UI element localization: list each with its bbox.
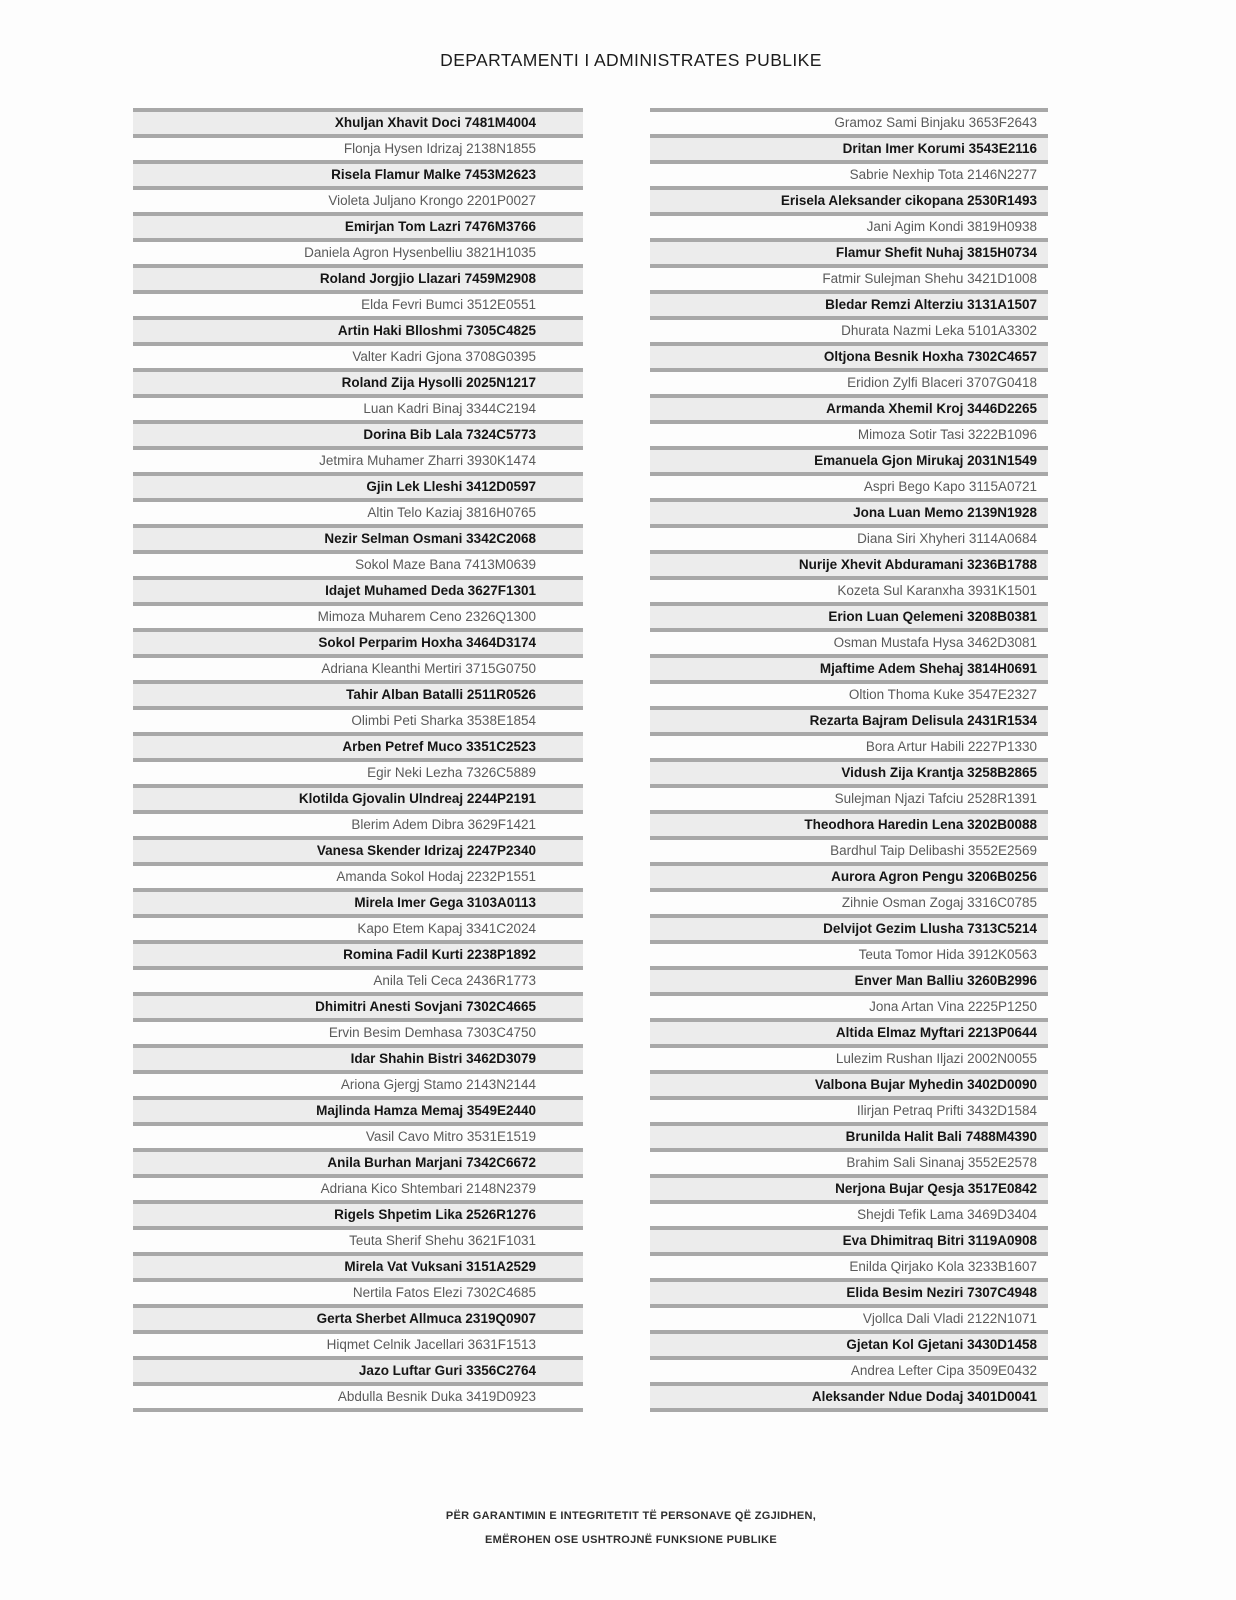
list-item: Nezir Selman Osmani 3342C2068 xyxy=(133,528,583,554)
list-item: Anila Teli Ceca 2436R1773 xyxy=(133,970,583,996)
list-item: Ilirjan Petraq Prifti 3432D1584 xyxy=(650,1100,1048,1126)
list-item: Armanda Xhemil Kroj 3446D2265 xyxy=(650,398,1048,424)
list-item: Eva Dhimitraq Bitri 3119A0908 xyxy=(650,1230,1048,1256)
list-item: Gjin Lek Lleshi 3412D0597 xyxy=(133,476,583,502)
list-item: Jona Artan Vina 2225P1250 xyxy=(650,996,1048,1022)
list-item: Teuta Sherif Shehu 3621F1031 xyxy=(133,1230,583,1256)
list-item: Delvijot Gezim Llusha 7313C5214 xyxy=(650,918,1048,944)
list-item: Jazo Luftar Guri 3356C2764 xyxy=(133,1360,583,1386)
page-footer xyxy=(0,1504,1236,1552)
list-item: Arben Petref Muco 3351C2523 xyxy=(133,736,583,762)
list-item: Adriana Kico Shtembari 2148N2379 xyxy=(133,1178,583,1204)
list-item: Flonja Hysen Idrizaj 2138N1855 xyxy=(133,138,583,164)
list-item: Mirela Imer Gega 3103A0113 xyxy=(133,892,583,918)
list-item: Romina Fadil Kurti 2238P1892 xyxy=(133,944,583,970)
list-item: Anila Burhan Marjani 7342C6672 xyxy=(133,1152,583,1178)
list-item: Fatmir Sulejman Shehu 3421D1008 xyxy=(650,268,1048,294)
list-item: Mimoza Muharem Ceno 2326Q1300 xyxy=(133,606,583,632)
list-item: Aspri Bego Kapo 3115A0721 xyxy=(650,476,1048,502)
list-item: Shejdi Tefik Lama 3469D3404 xyxy=(650,1204,1048,1230)
list-item: Enilda Qirjako Kola 3233B1607 xyxy=(650,1256,1048,1282)
list-item: Altida Elmaz Myftari 2213P0644 xyxy=(650,1022,1048,1048)
footer-line-1: PËR GARANTIMIN E INTEGRITETIT TË PERSONAVE QË ZGJIDHEN, xyxy=(445,1510,817,1522)
list-item: Nertila Fatos Elezi 7302C4685 xyxy=(133,1282,583,1308)
list-item: Aleksander Ndue Dodaj 3401D0041 xyxy=(650,1386,1048,1412)
list-item: Jona Luan Memo 2139N1928 xyxy=(650,502,1048,528)
list-item: Violeta Juljano Krongo 2201P0027 xyxy=(133,190,583,216)
list-item: Sokol Maze Bana 7413M0639 xyxy=(133,554,583,580)
list-item: Hiqmet Celnik Jacellari 3631F1513 xyxy=(133,1334,583,1360)
footer-line-2: EMËROHEN OSE USHTROJNË FUNKSIONE PUBLIKE xyxy=(485,1534,777,1546)
list-item: Ervin Besim Demhasa 7303C4750 xyxy=(133,1022,583,1048)
list-item: Gjetan Kol Gjetani 3430D1458 xyxy=(650,1334,1048,1360)
list-item: Dorina Bib Lala 7324C5773 xyxy=(133,424,583,450)
list-item: Andrea Lefter Cipa 3509E0432 xyxy=(650,1360,1048,1386)
list-item: Idar Shahin Bistri 3462D3079 xyxy=(133,1048,583,1074)
list-item: Sulejman Njazi Tafciu 2528R1391 xyxy=(650,788,1048,814)
list-item: Zihnie Osman Zogaj 3316C0785 xyxy=(650,892,1048,918)
list-item: Bledar Remzi Alterziu 3131A1507 xyxy=(650,294,1048,320)
list-item: Dhimitri Anesti Sovjani 7302C4665 xyxy=(133,996,583,1022)
list-item: Adriana Kleanthi Mertiri 3715G0750 xyxy=(133,658,583,684)
list-item: Bardhul Taip Delibashi 3552E2569 xyxy=(650,840,1048,866)
list-item: Brunilda Halit Bali 7488M4390 xyxy=(650,1126,1048,1152)
list-item: Emanuela Gjon Mirukaj 2031N1549 xyxy=(650,450,1048,476)
page-title: DEPARTAMENTI I ADMINISTRATES PUBLIKE xyxy=(440,50,822,70)
list-item: Nurije Xhevit Abduramani 3236B1788 xyxy=(650,554,1048,580)
list-item: Xhuljan Xhavit Doci 7481M4004 xyxy=(133,112,583,138)
list-item: Altin Telo Kaziaj 3816H0765 xyxy=(133,502,583,528)
list-item: Valter Kadri Gjona 3708G0395 xyxy=(133,346,583,372)
list-item: Jetmira Muhamer Zharri 3930K1474 xyxy=(133,450,583,476)
list-item: Roland Zija Hysolli 2025N1217 xyxy=(133,372,583,398)
list-item: Lulezim Rushan Iljazi 2002N0055 xyxy=(650,1048,1048,1074)
list-item: Theodhora Haredin Lena 3202B0088 xyxy=(650,814,1048,840)
list-item: Vasil Cavo Mitro 3531E1519 xyxy=(133,1126,583,1152)
list-item: Vanesa Skender Idrizaj 2247P2340 xyxy=(133,840,583,866)
list-item: Abdulla Besnik Duka 3419D0923 xyxy=(133,1386,583,1412)
list-item: Klotilda Gjovalin Ulndreaj 2244P2191 xyxy=(133,788,583,814)
list-item: Sabrie Nexhip Tota 2146N2277 xyxy=(650,164,1048,190)
list-item: Daniela Agron Hysenbelliu 3821H1035 xyxy=(133,242,583,268)
list-item: Elida Besim Neziri 7307C4948 xyxy=(650,1282,1048,1308)
list-item: Rezarta Bajram Delisula 2431R1534 xyxy=(650,710,1048,736)
list-item: Erisela Aleksander cikopana 2530R1493 xyxy=(650,190,1048,216)
list-item: Olimbi Peti Sharka 3538E1854 xyxy=(133,710,583,736)
list-item: Tahir Alban Batalli 2511R0526 xyxy=(133,684,583,710)
list-item: Risela Flamur Malke 7453M2623 xyxy=(133,164,583,190)
list-item: Brahim Sali Sinanaj 3552E2578 xyxy=(650,1152,1048,1178)
list-item: Mirela Vat Vuksani 3151A2529 xyxy=(133,1256,583,1282)
list-item: Valbona Bujar Myhedin 3402D0090 xyxy=(650,1074,1048,1100)
list-item: Rigels Shpetim Lika 2526R1276 xyxy=(133,1204,583,1230)
name-list-right-column xyxy=(650,108,1048,1412)
name-list-left-column xyxy=(133,108,583,1412)
list-item: Sokol Perparim Hoxha 3464D3174 xyxy=(133,632,583,658)
list-item: Kapo Etem Kapaj 3341C2024 xyxy=(133,918,583,944)
list-item: Erion Luan Qelemeni 3208B0381 xyxy=(650,606,1048,632)
list-item: Aurora Agron Pengu 3206B0256 xyxy=(650,866,1048,892)
list-item: Bora Artur Habili 2227P1330 xyxy=(650,736,1048,762)
list-item: Gramoz Sami Binjaku 3653F2643 xyxy=(650,112,1048,138)
list-item: Roland Jorgjio Llazari 7459M2908 xyxy=(133,268,583,294)
list-item: Diana Siri Xhyheri 3114A0684 xyxy=(650,528,1048,554)
list-item: Oltion Thoma Kuke 3547E2327 xyxy=(650,684,1048,710)
list-item: Enver Man Balliu 3260B2996 xyxy=(650,970,1048,996)
list-item: Elda Fevri Bumci 3512E0551 xyxy=(133,294,583,320)
list-item: Vjollca Dali Vladi 2122N1071 xyxy=(650,1308,1048,1334)
list-item: Jani Agim Kondi 3819H0938 xyxy=(650,216,1048,242)
list-item: Majlinda Hamza Memaj 3549E2440 xyxy=(133,1100,583,1126)
list-item: Artin Haki Blloshmi 7305C4825 xyxy=(133,320,583,346)
list-item: Egir Neki Lezha 7326C5889 xyxy=(133,762,583,788)
list-item: Luan Kadri Binaj 3344C2194 xyxy=(133,398,583,424)
list-item: Emirjan Tom Lazri 7476M3766 xyxy=(133,216,583,242)
list-item: Kozeta Sul Karanxha 3931K1501 xyxy=(650,580,1048,606)
list-item: Eridion Zylfi Blaceri 3707G0418 xyxy=(650,372,1048,398)
list-item: Gerta Sherbet Allmuca 2319Q0907 xyxy=(133,1308,583,1334)
list-item: Idajet Muhamed Deda 3627F1301 xyxy=(133,580,583,606)
list-item: Teuta Tomor Hida 3912K0563 xyxy=(650,944,1048,970)
list-item: Ariona Gjergj Stamo 2143N2144 xyxy=(133,1074,583,1100)
list-item: Flamur Shefit Nuhaj 3815H0734 xyxy=(650,242,1048,268)
list-item: Mjaftime Adem Shehaj 3814H0691 xyxy=(650,658,1048,684)
list-item: Vidush Zija Krantja 3258B2865 xyxy=(650,762,1048,788)
list-item: Oltjona Besnik Hoxha 7302C4657 xyxy=(650,346,1048,372)
list-item: Dritan Imer Korumi 3543E2116 xyxy=(650,138,1048,164)
list-item: Nerjona Bujar Qesja 3517E0842 xyxy=(650,1178,1048,1204)
list-item: Osman Mustafa Hysa 3462D3081 xyxy=(650,632,1048,658)
list-item: Dhurata Nazmi Leka 5101A3302 xyxy=(650,320,1048,346)
list-item: Mimoza Sotir Tasi 3222B1096 xyxy=(650,424,1048,450)
list-item: Blerim Adem Dibra 3629F1421 xyxy=(133,814,583,840)
list-item: Amanda Sokol Hodaj 2232P1551 xyxy=(133,866,583,892)
